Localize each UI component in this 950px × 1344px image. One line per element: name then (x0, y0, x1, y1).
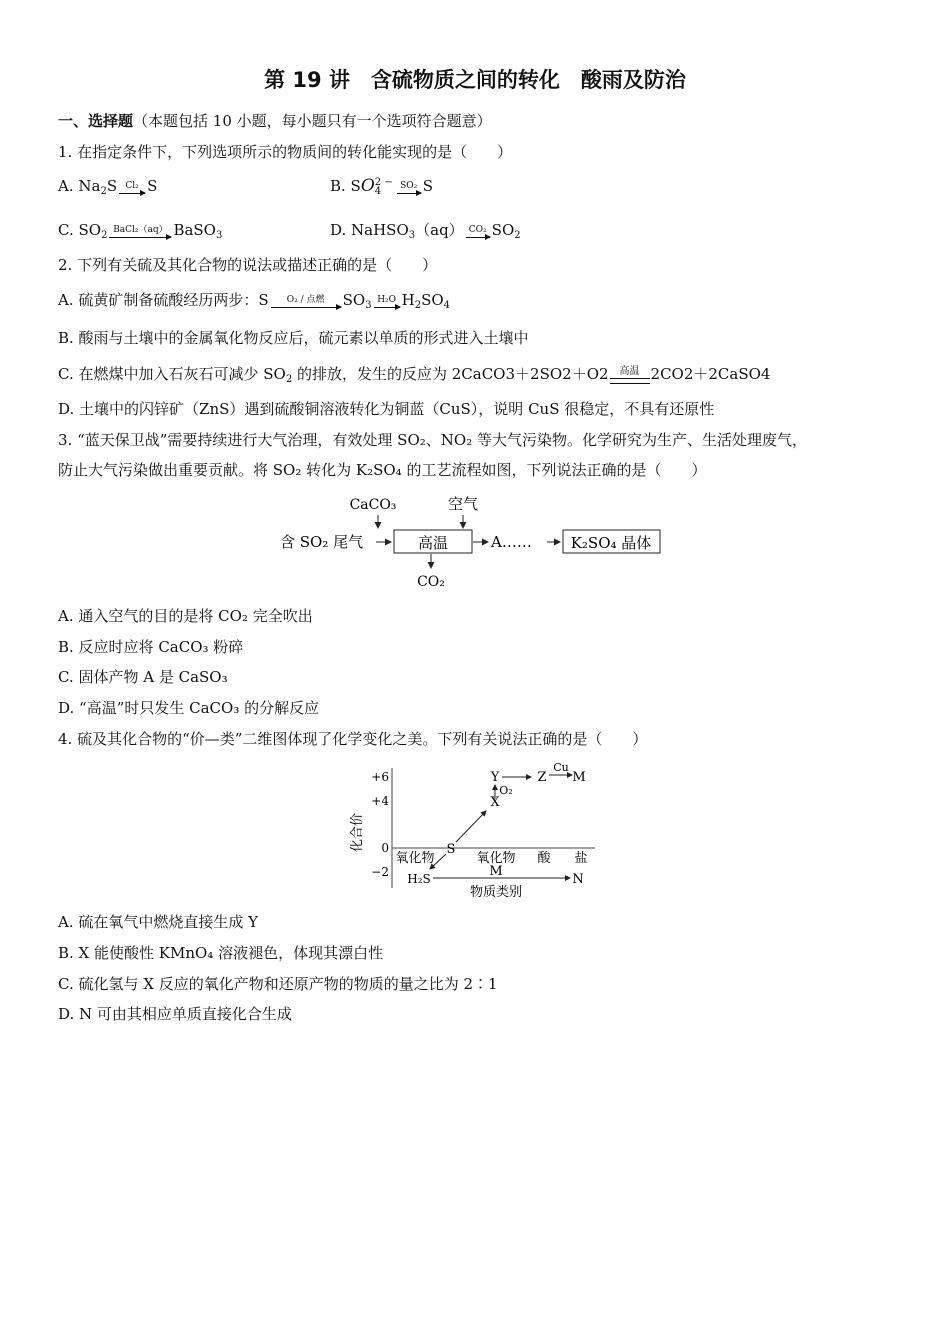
q3-stem-2: 防止大气污染做出重要贡献。将 SO₂ 转化为 K₂SO₄ 的工艺流程如图，下列说法正确的是（ ） (58, 461, 707, 479)
q4-node-m-top: M (572, 770, 586, 785)
q2-c-equals (610, 366, 650, 384)
q1-a-tail: S (106, 177, 118, 195)
q2-c-mid: 的排放，发生的反应为 2CaCO (292, 365, 506, 383)
q1-d-sub: 3 (408, 230, 416, 241)
q4-ytick-4: +4 (371, 794, 389, 808)
q1-c-prefix: C. SO (58, 221, 102, 239)
q2-stem: 2. 下列有关硫及其化合物的说法或描述正确的是（ ） (58, 256, 438, 274)
q2-a-end: H (401, 291, 415, 309)
q1-d-prefix: D. NaHSO (330, 221, 409, 239)
q1-b-prefix: B. S (330, 177, 361, 195)
flow-feed: 含 SO₂ 尾气 (280, 533, 364, 551)
q4-node-y: Y (490, 770, 500, 785)
q3-option-c: C. 固体产物 A 是 CaSO₃ (58, 668, 228, 686)
q4-option-b: B. X 能使酸性 KMnO₄ 溶液褪色，体现其漂白性 (58, 944, 384, 962)
q2-a-end-tail: SO (421, 291, 444, 309)
q2-a-end-sub2: 4 (443, 300, 451, 311)
flow-out-co2: CO₂ (417, 574, 445, 590)
q1-b-arrow (397, 181, 421, 194)
q2-option-a (58, 290, 450, 310)
q2-c-pre: C. 在燃煤中加入石灰石可减少 SO (58, 365, 286, 383)
q1-b-rhs: S (422, 177, 433, 195)
q4-cat-oxide2: 氧化物 (476, 851, 516, 866)
q1-b-sub: 4 (374, 186, 382, 197)
q4-arrow-s-x (456, 811, 486, 842)
q1-b-sup: 2 − (374, 177, 393, 188)
section-head: 一、选择题 (58, 112, 134, 130)
q1-a-sub: 2 (100, 186, 107, 197)
q2-a-text: A. 硫黄矿制备硫酸经历两步：S (58, 291, 269, 309)
q2-c-cond: 高温 (619, 366, 640, 377)
q2-a-mid-sub: 3 (365, 300, 372, 311)
q1-stem: 1. 在指定条件下，下列选项所示的物质间的转化能实现的是（ ） (58, 143, 513, 161)
q4-option-a: A. 硫在氧气中燃烧直接生成 Y (58, 913, 259, 931)
q4-ytick-0: 0 (381, 841, 389, 855)
q1-b-cond: SO₂ (400, 180, 418, 191)
q4-xlabel: 物质类别 (469, 885, 523, 900)
q2-a-end-sub: 2 (414, 300, 422, 311)
q1-c-sub: 2 (101, 230, 108, 241)
q3-stem-1: 3. “蓝天保卫战”需要持续进行大气治理，有效处理 SO₂、NO₂ 等大气污染物。化学研究为生产、生活处理废气， (58, 431, 807, 449)
q2-a-arrow1 (271, 295, 341, 308)
q1-d-rhs-sub: 2 (514, 230, 521, 241)
q2-a-mid: SO (342, 291, 366, 309)
q4-node-s: S (446, 842, 456, 857)
q2-c-eq-rhs: 2CO2＋2CaSO4 (650, 365, 771, 383)
flow-box-label: 高温 (417, 534, 449, 552)
q1-c-rhs: BaSO (173, 221, 216, 239)
flow-in-caco3: CaCO₃ (349, 497, 397, 513)
q1-c-cond: BaCl₂（aq） (113, 224, 168, 235)
q4-stem: 4. 硫及其化合物的“价—类”二维图体现了化学变化之美。下列有关说法正确的是（ ） (58, 730, 648, 748)
q4-cat-oxide1: 氧化物 (395, 851, 435, 866)
q1-option-b (330, 176, 433, 196)
q1-option-d (330, 220, 521, 240)
q1-a-cond: Cl₂ (125, 180, 139, 191)
q3-option-a: A. 通入空气的目的是将 CO₂ 完全吹出 (58, 607, 313, 625)
q3-option-b: B. 反应时应将 CaCO₃ 粉碎 (58, 638, 244, 656)
q2-option-d: D. 土壤中的闪锌矿（ZnS）遇到硫酸铜溶液转化为铜蓝（CuS），说明 CuS 很稳定，不具有还原性 (58, 400, 715, 418)
q4-node-m-bot: M (489, 864, 503, 879)
q4-label-o2: O₂ (499, 784, 513, 797)
flow-product: K₂SO₄ 晶体 (570, 534, 652, 552)
q4-node-z: Z (537, 770, 547, 785)
q4-valence-class-diagram (345, 760, 605, 905)
flow-mid: A…… (491, 533, 532, 551)
q2-c-eq-lhs: 3＋2SO2＋O2 (505, 365, 609, 383)
q1-a-arrow (119, 181, 145, 194)
q3-flow-diagram (270, 490, 680, 595)
q1-option-c (58, 220, 521, 241)
q4-cat-acid: 酸 (537, 851, 551, 866)
q3-option-d: D. “高温”时只发生 CaCO₃ 的分解反应 (58, 699, 320, 717)
q1-d-mid: （aq） (415, 221, 464, 239)
q1-c-arrow (109, 225, 171, 238)
q1-c-rhs-sub: 3 (215, 230, 223, 241)
q4-option-d: D. N 可由其相应单质直接化合生成 (58, 1005, 292, 1023)
q2-a-cond2: H₂O (377, 294, 397, 305)
q4-node-h2s: H₂S (407, 872, 431, 886)
section-header (58, 111, 492, 131)
q1-b-o: O (360, 176, 375, 196)
q2-option-c (58, 364, 770, 384)
q2-option-b: B. 酸雨与土壤中的金属氧化物反应后，硫元素以单质的形式进入土壤中 (58, 329, 529, 347)
q1-d-rhs: SO (491, 221, 515, 239)
q4-ytick-neg2: −2 (371, 865, 389, 879)
q4-ytick-6: +6 (371, 770, 389, 784)
q2-a-arrow2 (374, 295, 400, 308)
q1-d-arrow (466, 225, 490, 238)
section-note: （本题包括 10 小题，每小题只有一个选项符合题意） (133, 112, 492, 130)
q1-d-cond: CO₂ (468, 224, 487, 235)
q2-a-cond1: O₂ / 点燃 (286, 294, 325, 305)
flow-in-air: 空气 (447, 495, 479, 513)
q4-ylabel: 化合价 (350, 812, 365, 852)
page-title: 第 19 讲 含硫物质之间的转化 酸雨及防治 (264, 68, 686, 92)
q1-a-lhs: Na (78, 177, 101, 195)
q4-node-n: N (572, 872, 584, 887)
q1-option-a (58, 176, 433, 197)
q1-a-rhs: S (147, 177, 158, 195)
q4-node-x: X (490, 795, 500, 810)
q1-a-prefix: A. (58, 177, 79, 195)
q4-label-cu: Cu (553, 761, 569, 774)
q4-option-c: C. 硫化氢与 X 反应的氧化产物和还原产物的物质的量之比为 2∶1 (58, 975, 498, 993)
q4-cat-salt: 盐 (574, 851, 588, 866)
q2-c-sub: 2 (285, 374, 293, 385)
